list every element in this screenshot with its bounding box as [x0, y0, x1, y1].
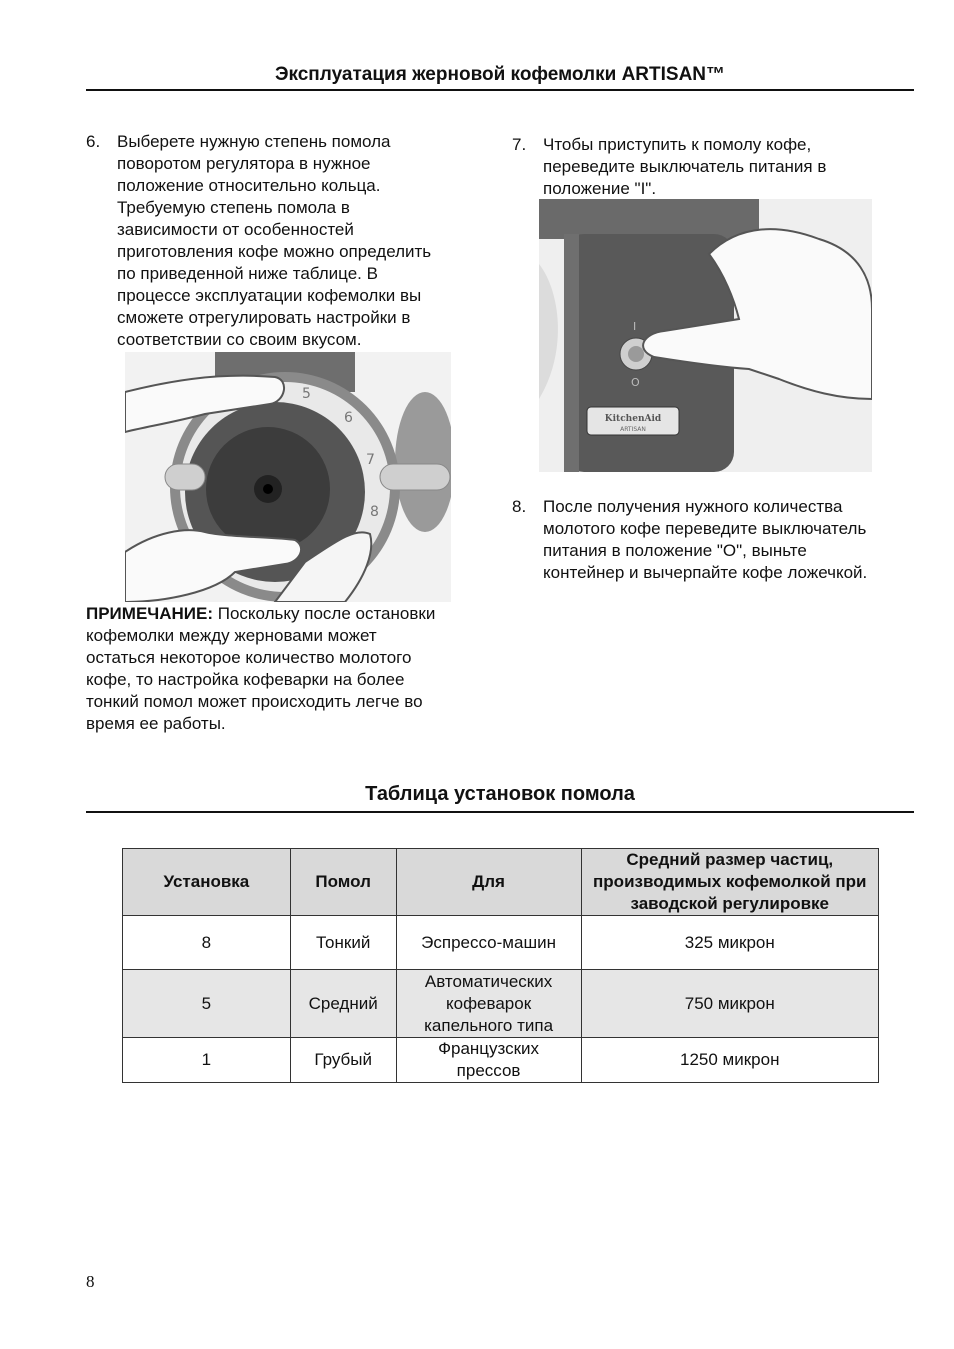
table-header-row [123, 849, 879, 916]
table-row [123, 1038, 879, 1083]
note-line: время ее работы. [86, 714, 226, 733]
step-6-line: по приведенной ниже таблице. В [117, 264, 378, 283]
table-cell: 1 [123, 1038, 291, 1083]
column-header: Помол [290, 849, 396, 916]
step-7-line: Чтобы приступить к помолу кофе, [543, 135, 812, 154]
table-cell: Тонкий [290, 916, 396, 970]
page-number: 8 [86, 1272, 95, 1291]
table-cell: 5 [123, 970, 291, 1038]
step-6-line: Выберете нужную степень помола [117, 132, 391, 151]
table-cell: 325 микрон [581, 916, 878, 970]
page-title: Эксплуатация жерновой кофемолки ARTISAN™ [274, 64, 726, 85]
table-row [123, 916, 879, 970]
step-8-number: 8. [512, 497, 527, 516]
table-cell: Французских прессов [396, 1038, 581, 1083]
table-cell: Грубый [290, 1038, 396, 1083]
power-switch-illustration [539, 199, 872, 472]
step-6-line: положение относительно кольца. [117, 176, 381, 195]
dial-mark: 5 [302, 386, 311, 402]
dial-mark: 6 [344, 410, 353, 426]
step-6-line: процессе эксплуатации кофемолки вы [117, 286, 422, 305]
step-6-line: поворотом регулятора в нужное [117, 154, 371, 173]
step-7-line: переведите выключатель питания в [543, 157, 827, 176]
dial-mark: 7 [366, 452, 375, 468]
brand-plate-text: KitchenAid [604, 414, 662, 424]
note-label: ПРИМЕЧАНИЕ: [86, 604, 213, 623]
step-6-text [117, 131, 487, 351]
step-8-line: контейнер и вычерпайте кофе ложечкой. [543, 563, 868, 582]
step-8-line: молотого кофе переведите выключатель [543, 519, 867, 538]
step-8-line: питания в положение "О", выньте [543, 541, 807, 560]
grind-dial-illustration [125, 352, 451, 602]
column-header: Средний размер частиц, производимых кофемолкой при заводской регулировке [581, 849, 878, 916]
note-line: тонкий помол может происходить легче во [86, 692, 423, 711]
table-cell: 750 микрон [581, 970, 878, 1038]
switch-off-label: O [631, 376, 640, 389]
grind-settings-table [122, 848, 879, 1083]
step-6-line: зависимости от особенностей [117, 220, 354, 239]
note-line: кофемолки между жерновами может [86, 626, 377, 645]
column-header: Для [396, 849, 581, 916]
column-header: Установка [123, 849, 291, 916]
step-6-line: Требуемую степень помола в [117, 198, 350, 217]
step-7-number: 7. [512, 135, 527, 154]
table-cell: Средний [290, 970, 396, 1038]
table-cell: 8 [123, 916, 291, 970]
step-6-number: 6. [86, 132, 101, 151]
table-cell: Автоматических кофеварок капельного типа [396, 970, 581, 1038]
step-6-line: сможете отрегулировать настройки в [117, 308, 411, 327]
note-block [86, 603, 486, 735]
step-6-line: приготовления кофе можно определить [117, 242, 432, 261]
brand-plate-subtext: ARTISAN [620, 426, 646, 433]
table-cell: 1250 микрон [581, 1038, 878, 1083]
step-8-line: После получения нужного количества [543, 497, 843, 516]
header-rule [86, 89, 914, 91]
table-cell: Эспрессо-машин [396, 916, 581, 970]
table-row [123, 970, 879, 1038]
dial-mark: 8 [370, 504, 379, 520]
section-rule [86, 811, 914, 813]
step-6-line: соответствии со своим вкусом. [117, 330, 362, 349]
step-7-line: положение "I". [543, 179, 657, 198]
section-title: Таблица установок помола [365, 783, 635, 805]
switch-on-label: I [633, 320, 637, 333]
step-8-text [543, 496, 915, 584]
note-line: остаться некоторое количество молотого [86, 648, 412, 667]
note-line: кофе, то настройка кофеварки на более [86, 670, 405, 689]
step-7-text [543, 134, 913, 200]
note-line: Поскольку после остановки [217, 604, 436, 623]
